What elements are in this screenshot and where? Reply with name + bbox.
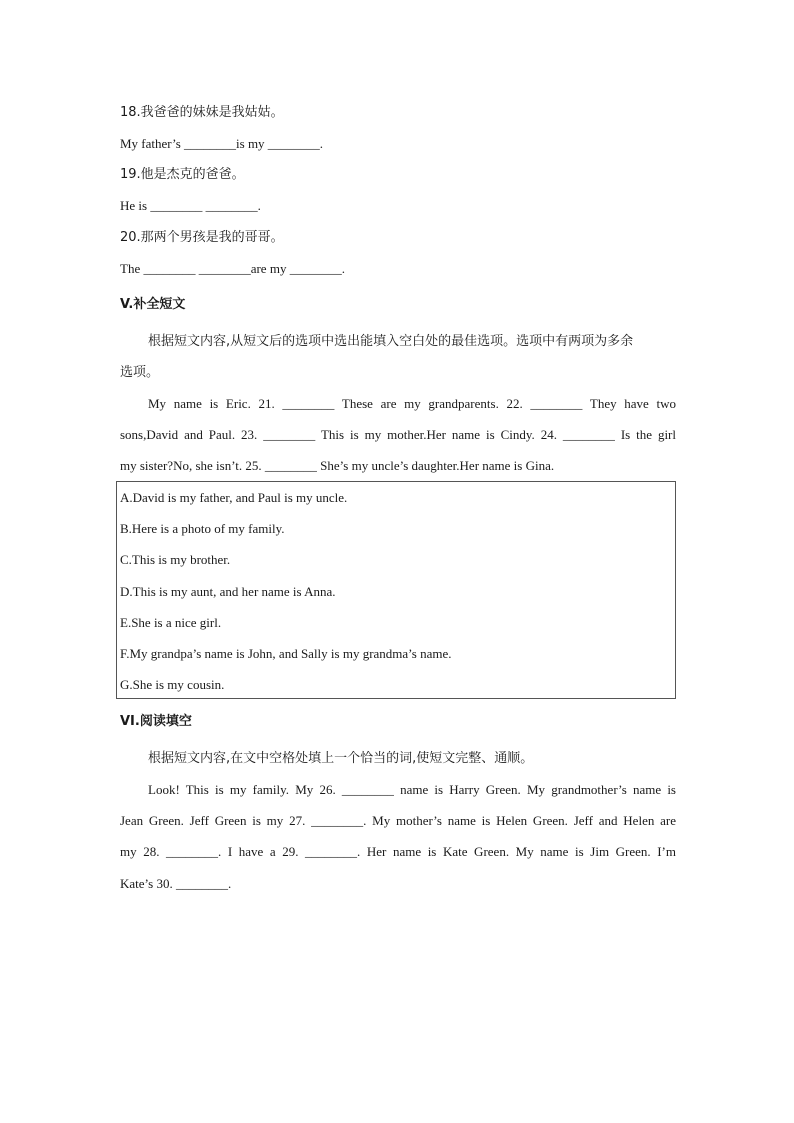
option-e: E.She is a nice girl.: [120, 615, 222, 630]
section-5-instruction-line-2: 选项。: [120, 365, 160, 380]
section-6-passage-line-2: Jean Green. Jeff Green is my 27. ________. My mother’s name is Helen Green. Jeff and Helen are: [120, 813, 676, 828]
option-g: G.She is my cousin.: [120, 677, 225, 692]
section-6-passage-line-4: Kate’s 30. ________.: [120, 876, 232, 891]
question-19-english: He is ________ ________.: [120, 198, 261, 213]
section-5-passage-line-3: my sister?No, she isn’t. 25. ________ She’s my uncle’s daughter.Her name is Gina.: [120, 458, 555, 473]
option-d: D.This is my aunt, and her name is Anna.: [120, 584, 336, 599]
option-f: F.My grandpa’s name is John, and Sally is my grandma’s name.: [120, 646, 452, 661]
section-6-title: VI.阅读填空: [120, 714, 192, 729]
question-19-chinese: 19.他是杰克的爸爸。: [120, 167, 245, 182]
question-20-english: The ________ ________are my ________.: [120, 261, 345, 276]
section-5-passage-line-2: sons,David and Paul. 23. ________ This is my mother.Her name is Cindy. 24. ________ Is the girl: [120, 427, 676, 442]
section-6-passage-line-1: Look! This is my family. My 26. ________ name is Harry Green. My grandmother’s name is: [148, 782, 676, 797]
section-6-instruction: 根据短文内容,在文中空格处填上一个恰当的词,使短文完整、通顺。: [148, 751, 534, 766]
section-5-instruction-line-1: 根据短文内容,从短文后的选项中选出能填入空白处的最佳选项。选项中有两项为多余: [148, 334, 634, 349]
option-c: C.This is my brother.: [120, 552, 231, 567]
section-5-passage-line-1: My name is Eric. 21. ________ These are my grandparents. 22. ________ They have two: [148, 396, 676, 411]
options-box: [116, 481, 676, 699]
question-18-chinese: 18.我爸爸的妹妹是我姑姑。: [120, 105, 284, 120]
question-20-chinese: 20.那两个男孩是我的哥哥。: [120, 230, 284, 245]
option-b: B.Here is a photo of my family.: [120, 521, 285, 536]
section-6-passage-line-3: my 28. ________. I have a 29. ________. Her name is Kate Green. My name is Jim Green. I’m: [120, 844, 676, 859]
section-5-title: V.补全短文: [120, 297, 186, 312]
option-a: A.David is my father, and Paul is my uncle.: [120, 490, 348, 505]
question-18-english: My father’s ________is my ________.: [120, 136, 324, 151]
